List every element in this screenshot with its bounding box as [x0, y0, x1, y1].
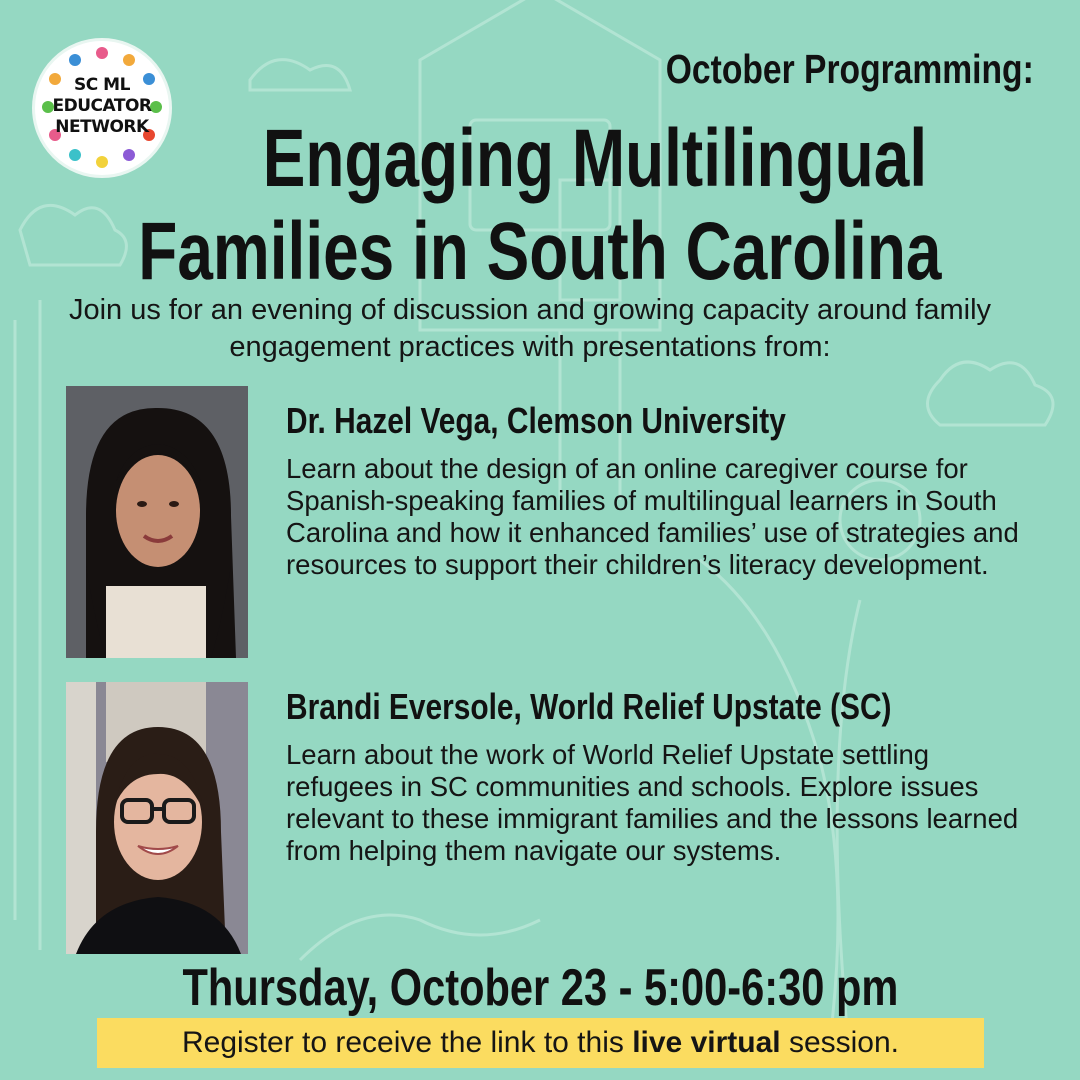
- speaker-1-name: Dr. Hazel Vega, Clemson University: [286, 400, 786, 441]
- event-date-time: [0, 958, 1080, 1018]
- speaker-photo-hazel-vega: [66, 386, 248, 658]
- title-line-2-text: Families in South Carolina: [138, 206, 942, 297]
- register-banner: [97, 1018, 984, 1068]
- portrait-icon: [66, 682, 248, 954]
- event-title-line-2: [0, 206, 1080, 298]
- event-subtitle: October Programming:: [665, 46, 1034, 92]
- logo-line-1: SC ML: [74, 75, 130, 95]
- speaker-2-description: Learn about the work of World Relief Upstate settling refugees in SC communities and schools. Explore issues relevant to these immigrant families and the lessons learned from helping them navigate our systems.: [286, 739, 1019, 866]
- portrait-icon: [66, 386, 248, 658]
- speaker-photo-brandi-eversole: [66, 682, 248, 954]
- logo-line-2: EDUCATOR: [52, 96, 152, 116]
- logo-line-3: NETWORK: [55, 117, 149, 137]
- title-line-1-text: Engaging Multilingual: [262, 113, 928, 204]
- intro-text: Join us for an evening of discussion and growing capacity around family engagement practices with presentations from:: [68, 294, 992, 363]
- register-text-before: Register to receive the link to this: [181, 1026, 633, 1059]
- speaker-1-description: Learn about the design of an online caregiver course for Spanish-speaking families of multilingual learners in South Carolina and how it enhanced families’ use of strategies and resources to support their children’s literacy development.: [286, 453, 1019, 580]
- speaker-2-name: Brandi Eversole, World Relief Upstate (SC): [286, 686, 892, 727]
- event-title-line-1: [0, 113, 1080, 205]
- event-date-time-text: Thursday, October 23 - 5:00-6:30 pm: [182, 959, 898, 1017]
- register-text-after: session.: [780, 1026, 899, 1059]
- register-text-bold: live virtual: [632, 1026, 781, 1059]
